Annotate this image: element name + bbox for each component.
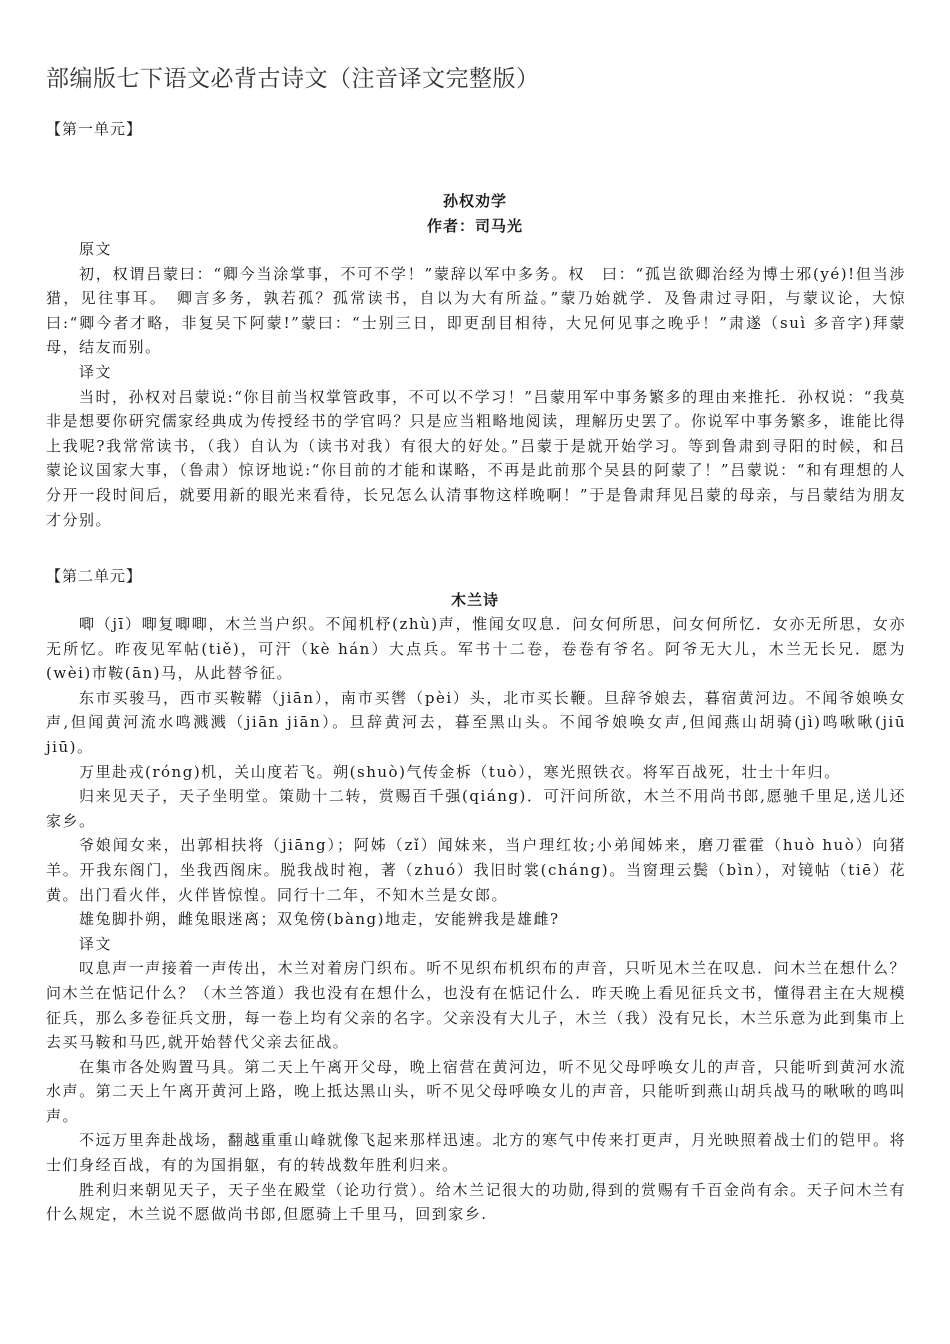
poem-title-mulan: 木兰诗 [450,591,499,609]
translation-text: 当时，孙权对吕蒙说:“你目前当权掌管政事，不可以不学习！”吕蒙用军中事务繁多的理由来推托．孙权说：“我莫非是想要你研究儒家经典成为传授经书的学官吗？只是应当粗略地阅读，理解历史罢了。你说军中事务繁多，谁能比得上我呢?我常常读书，（我）自认为（读书对我）有很大的好处。”吕蒙于是就开始学习。等到鲁肃到寻阳的时候，和吕蒙论议国家大事，（鲁肃）惊讶地说:“你目前的才能和谋略，不再是此前那个吴县的阿蒙了！”吕蒙说：“和有理想的人分开一段时间后，就要用新的眼光来看待，长兄怎么认清事物这样晚啊！”于是鲁肃拜见吕蒙的母亲，与吕蒙结为朋友才分别。 [46,387,906,529]
poem-title-sunquan: 孙权劝学 [442,192,507,210]
mulan-original-paragraph: 雄兔脚扑朔，雌兔眼迷离；双兔傍(bàng)地走，安能辨我是雄雌? [79,910,560,929]
document-title: 部编版七下语文必背古诗文（注音译文完整版） [46,66,540,92]
mulan-translation-paragraph: 在集市各处购置马具。第二天上午离开父母，晚上宿营在黄河边，听不见父母呼唤女儿的声音，只能听到黄河水流水声。第二天上午离开黄河上路，晚上抵达黑山头，听不见父母呼唤女儿的声音，只能听到燕山胡兵战马的啾啾的鸣叫声。 [46,1057,906,1125]
mulan-original-paragraph: 爷娘闻女来，出郭相扶将（jiāng）；阿姊（zǐ）闻妹来，当户理红妆;小弟闻姊来，磨刀霍霍（huò huò）向猪羊。开我东阁门，坐我西阁床。脱我战时袍，著（zhuó）我旧时裳(cháng)。当窗理云鬓（bìn），对镜帖（tiē）花黄。出门看火伴，火伴皆惊惶。同行十二年，不知木兰是女郎。 [46,836,906,904]
mulan-original-paragraph: 归来见天子，天子坐明堂。策勋十二转，赏赐百千强(qiáng)．可汗问所欲，木兰不用尚书郎,愿驰千里足,送儿还家乡。 [46,787,906,830]
mulan-translation-label: 译文 [79,934,113,953]
unit-two-label: 【第二单元】 [46,567,143,585]
section-label-original: 原文 [79,240,113,258]
original-text: 初，权谓吕蒙曰：“卿今当涂掌事，不可不学！”蒙辞以军中多务。权 曰：“孤岂欲卿治经为博士邪(yé)!但当涉猎，见往事耳。 卿言多务，孰若孤？孤常读书，自以为大有所益。”蒙乃始就学．及鲁肃过寻阳，与蒙议论，大惊曰:“卿今者才略，非复吴下阿蒙!”蒙曰：“士别三日，即更刮目相待，大兄何见事之晚乎！”肃遂（suì 多音字)拜蒙母，结友而别。 [46,264,906,357]
mulan-original-paragraph: 万里赴戎(róng)机，关山度若飞。朔(shuò)气传金柝（tuò），寒光照铁衣。将军百战死，壮士十年归。 [79,762,841,781]
mulan-translation-paragraph: 胜利归来朝见天子，天子坐在殿堂（论功行赏）。给木兰记很大的功勋,得到的赏赐有千百金尚有余。天子问木兰有什么规定，木兰说不愿做尚书郎,但愿骑上千里马，回到家乡. [46,1180,906,1224]
section-label-translation: 译文 [79,362,113,381]
unit-one-body [46,237,906,532]
mulan-original-paragraph: 东市买骏马，西市买鞍鞯（jiān），南市买辔（pèi）头，北市买长鞭。旦辞爷娘去，暮宿黄河边。不闻爷娘唤女声,但闻黄河流水鸣溅溅（jiān jiān）。旦辞黄河去，暮至黑山头。不闻爷娘唤女声,但闻燕山胡骑(jì)鸣啾啾(jiū jiū)。 [46,688,906,756]
mulan-original-paragraph: 唧（jī）唧复唧唧，木兰当户织。不闻机杼(zhù)声，惟闻女叹息．问女何所思，问女何所忆．女亦无所思，女亦无所忆。昨夜见军帖(tiě)，可汗（kè hán）大点兵。军书十二卷，卷卷有爷名。阿爷无大儿，木兰无长兄．愿为(wèi)市鞍(ān)马，从此替爷征。 [46,615,906,683]
unit-two-body [46,612,906,1227]
unit-one-label: 【第一单元】 [46,120,143,138]
mulan-translation-paragraph: 不远万里奔赴战场，翻越重重山峰就像飞起来那样迅速。北方的寒气中传来打更声，月光映照着战士们的铠甲。将士们身经百战，有的为国捐躯，有的转战数年胜利归来。 [46,1131,906,1175]
poem-author: 作者：司马光 [426,217,523,235]
mulan-translation-paragraph: 叹息声一声接着一声传出，木兰对着房门织布。听不见织布机织布的声音，只听见木兰在叹息．问木兰在想什么？问木兰在惦记什么？（木兰答道）我也没有在想什么，也没有在惦记什么．昨天晚上看见征兵文书，懂得君主在大规模征兵，那么多卷征兵文册，每一卷上均有父亲的名字。父亲没有大儿子，木兰（我）没有兄长，木兰乐意为此到集市上去买马鞍和马匹,就开始替代父亲去征战。 [46,959,906,1052]
